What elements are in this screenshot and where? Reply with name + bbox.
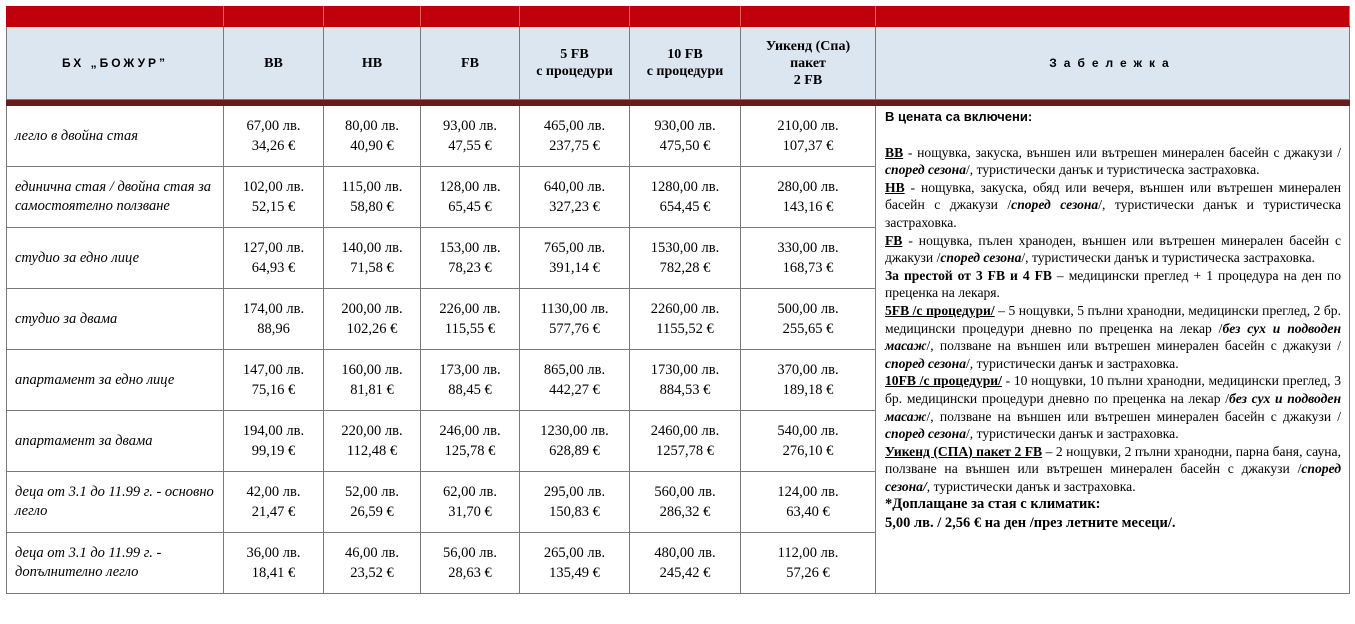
price-hb: 160,00 лв. 81,81 € [324, 350, 421, 411]
price-5fb: 1130,00 лв. 577,76 € [520, 289, 630, 350]
room-category: студио за двама [7, 289, 224, 350]
note-weekend: Уикенд (СПА) пакет 2 FB – 2 нощувки, 2 пълни хранодни, парна баня, сауна, ползване на външен или вътрешен минерален басейн с джакузи /според сезона/, туристически данък и застраховка. [885, 443, 1341, 494]
price-fb: 62,00 лв. 31,70 € [421, 472, 520, 533]
header-weekend: Уикенд (Спа) пакет 2 FB [741, 27, 876, 100]
price-table [6, 6, 1350, 594]
table-row [7, 106, 1350, 167]
price-bb: 147,00 лв. 75,16 € [224, 350, 324, 411]
price-fb: 226,00 лв. 115,55 € [421, 289, 520, 350]
note-hb: HB - нощувка, закуска, обяд или вечеря, външен или вътрешен минерален басейн с джакузи /според сезона/, туристически данък и туристическа застраховка. [885, 179, 1341, 230]
price-10fb: 2460,00 лв. 1257,78 € [630, 411, 741, 472]
price-hb: 140,00 лв. 71,58 € [324, 228, 421, 289]
header-5fb: 5 FB с процедури [520, 27, 630, 100]
header-hotel-name: БХ „БОЖУР” [7, 27, 224, 100]
note-5fb: 5FB /с процедури/ – 5 нощувки, 5 пълни хранодни, медицински преглед, 2 бр. медицински процедури дневно по преценка на лекар /без сух и подводен масаж/, ползване на външен или вътрешен минерален басейн с джакузи /според сезона/, туристически данък и застраховка. [885, 302, 1342, 371]
price-5fb: 640,00 лв. 327,23 € [520, 167, 630, 228]
price-10fb: 480,00 лв. 245,42 € [630, 533, 741, 594]
price-bb: 127,00 лв. 64,93 € [224, 228, 324, 289]
price-fb: 173,00 лв. 88,45 € [421, 350, 520, 411]
room-category: единична стая / двойна стая за самостоятелно ползване [7, 167, 224, 228]
price-fb: 246,00 лв. 125,78 € [421, 411, 520, 472]
price-10fb: 1530,00 лв. 782,28 € [630, 228, 741, 289]
room-category: легло в двойна стая [7, 106, 224, 167]
price-weekend: 370,00 лв. 189,18 € [741, 350, 876, 411]
price-10fb: 2260,00 лв. 1155,52 € [630, 289, 741, 350]
price-fb: 93,00 лв. 47,55 € [421, 106, 520, 167]
price-5fb: 765,00 лв. 391,14 € [520, 228, 630, 289]
price-5fb: 865,00 лв. 442,27 € [520, 350, 630, 411]
price-bb: 102,00 лв. 52,15 € [224, 167, 324, 228]
price-hb: 80,00 лв. 40,90 € [324, 106, 421, 167]
price-table-container [6, 6, 1349, 594]
notes-cell [876, 106, 1350, 594]
note-short-stay: За престой от 3 FB и 4 FB – медицински преглед + 1 процедура на ден по преценка на лекаря. [885, 267, 1342, 301]
header-row [7, 27, 1350, 100]
note-fb: FB - нощувка, пълен хранoден, външен или вътрешен минерален басейн с джакузи /според сезона/, туристически данък и туристическа застраховка. [885, 232, 1341, 266]
header-hb: HB [324, 27, 421, 100]
header-10fb: 10 FB с процедури [630, 27, 741, 100]
header-accent-bar [7, 7, 1350, 27]
price-fb: 56,00 лв. 28,63 € [421, 533, 520, 594]
price-bb: 174,00 лв. 88,96 [224, 289, 324, 350]
price-weekend: 210,00 лв. 107,37 € [741, 106, 876, 167]
price-5fb: 465,00 лв. 237,75 € [520, 106, 630, 167]
price-bb: 194,00 лв. 99,19 € [224, 411, 324, 472]
price-fb: 153,00 лв. 78,23 € [421, 228, 520, 289]
price-fb: 128,00 лв. 65,45 € [421, 167, 520, 228]
price-10fb: 1280,00 лв. 654,45 € [630, 167, 741, 228]
price-hb: 46,00 лв. 23,52 € [324, 533, 421, 594]
price-hb: 220,00 лв. 112,48 € [324, 411, 421, 472]
price-weekend: 280,00 лв. 143,16 € [741, 167, 876, 228]
price-10fb: 930,00 лв. 475,50 € [630, 106, 741, 167]
price-hb: 200,00 лв. 102,26 € [324, 289, 421, 350]
price-5fb: 265,00 лв. 135,49 € [520, 533, 630, 594]
price-hb: 115,00 лв. 58,80 € [324, 167, 421, 228]
room-category: студио за едно лице [7, 228, 224, 289]
price-weekend: 500,00 лв. 255,65 € [741, 289, 876, 350]
note-ac-surcharge-price: 5,00 лв. / 2,56 € на ден /през летните месеци/. [885, 515, 1176, 532]
price-weekend: 540,00 лв. 276,10 € [741, 411, 876, 472]
price-weekend: 112,00 лв. 57,26 € [741, 533, 876, 594]
notes-title: В цената са включени: [885, 109, 1033, 124]
note-10fb: 10FB /с процедури/ - 10 нощувки, 10 пълни хранодни, медицински преглед, 3 бр. медицински процедури дневно по преценка на лекар /без сух и подводен масаж/, ползване на външен или вътрешен минерален басейн с джакузи /според сезона/, туристически данък и застраховка. [885, 373, 1341, 442]
price-5fb: 295,00 лв. 150,83 € [520, 472, 630, 533]
price-10fb: 1730,00 лв. 884,53 € [630, 350, 741, 411]
price-weekend: 330,00 лв. 168,73 € [741, 228, 876, 289]
header-fb: FB [421, 27, 520, 100]
room-category: апартамент за едно лице [7, 350, 224, 411]
room-category: апартамент за двама [7, 411, 224, 472]
price-10fb: 560,00 лв. 286,32 € [630, 472, 741, 533]
header-bb: BB [224, 27, 324, 100]
price-hb: 52,00 лв. 26,59 € [324, 472, 421, 533]
note-ac-surcharge-title: *Доплащане за стая с климатик: [885, 496, 1101, 513]
note-bb: BB - нощувка, закуска, външен или вътрешен минерален басейн с джакузи /според сезона/, туристически данък и туристическа застраховка. [885, 144, 1341, 178]
price-bb: 67,00 лв. 34,26 € [224, 106, 324, 167]
price-5fb: 1230,00 лв. 628,89 € [520, 411, 630, 472]
header-note: Забележка [876, 27, 1350, 100]
price-bb: 36,00 лв. 18,41 € [224, 533, 324, 594]
room-category: деца от 3.1 до 11.99 г. - основно легло [7, 472, 224, 533]
price-weekend: 124,00 лв. 63,40 € [741, 472, 876, 533]
room-category: деца от 3.1 до 11.99 г. - допълнително легло [7, 533, 224, 594]
price-bb: 42,00 лв. 21,47 € [224, 472, 324, 533]
